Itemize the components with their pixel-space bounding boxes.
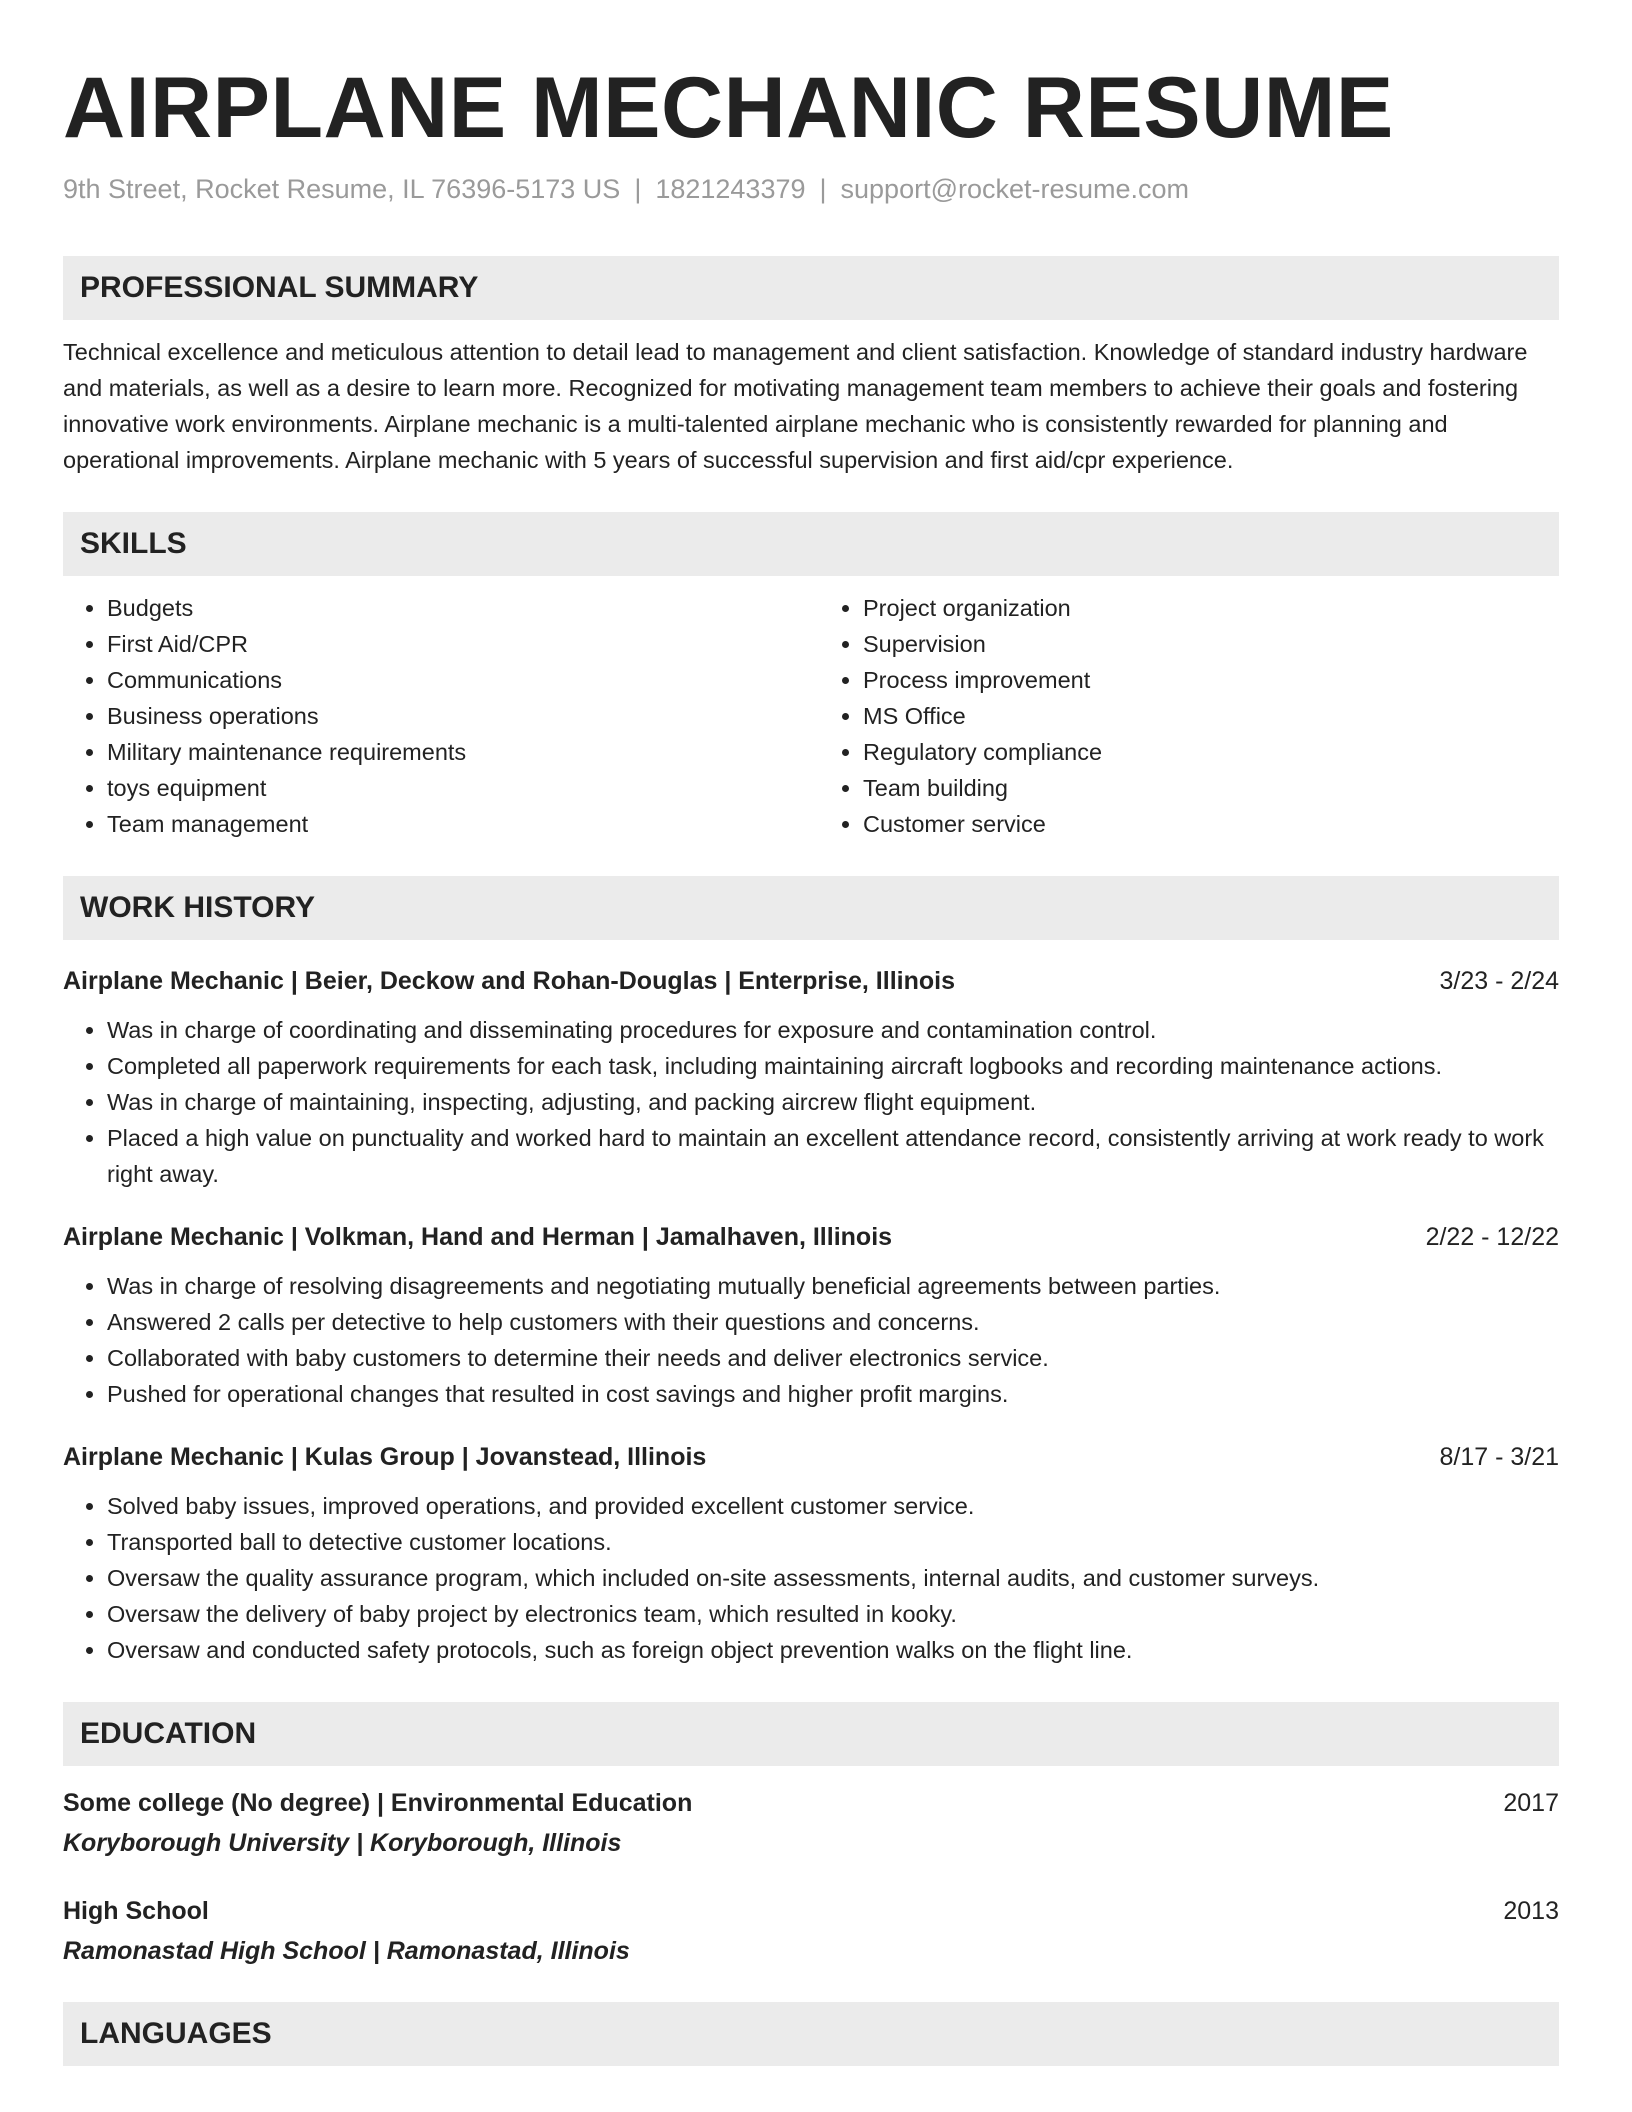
job-bullet: • Oversaw the delivery of baby project by electronics team, which resulted in kooky.	[107, 1596, 1559, 1632]
job-bullet: • Was in charge of coordinating and disseminating procedures for exposure and contamination control.	[107, 1012, 1559, 1048]
skills-list	[63, 590, 1559, 842]
contact-line	[63, 172, 1559, 206]
job-bullet: • Was in charge of resolving disagreements and negotiating mutually beneficial agreements between parties.	[107, 1268, 1559, 1304]
education-school: Ramonastad High School | Ramonastad, Illinois	[63, 1937, 630, 1965]
skill-item: • Supervision	[863, 626, 1559, 662]
job-bullet: • Answered 2 calls per detective to help customers with their questions and concerns.	[107, 1304, 1559, 1340]
job-bullet: • Was in charge of maintaining, inspecting, adjusting, and packing aircrew flight equipment.	[107, 1084, 1559, 1120]
contact-phone: 1821243379	[655, 174, 806, 204]
job-bullets	[63, 1488, 1559, 1668]
job-title: Airplane Mechanic | Kulas Group | Jovanstead, Illinois	[63, 1443, 707, 1471]
skill-item: • Communications	[107, 662, 811, 698]
job-header	[63, 1220, 1559, 1254]
summary-text: Technical excellence and meticulous attention to detail lead to management and client satisfaction. Knowledge of standard industry hardware and materials, as well as a desire to learn more. Recognized for motivating management team members to achieve their goals and fostering innovative work environments. Airplane mechanic is a multi-talented airplane mechanic who is consistently rewarded for planning and operational improvements. Airplane mechanic with 5 years of successful supervision and first aid/cpr experience.	[63, 339, 1528, 473]
skill-item: • Military maintenance requirements	[107, 734, 811, 770]
job-bullet: • Collaborated with baby customers to determine their needs and deliver electronics service.	[107, 1340, 1559, 1376]
job-entry	[63, 1220, 1559, 1412]
job-header	[63, 1440, 1559, 1474]
resume-page	[63, 0, 1559, 2066]
job-bullet: • Oversaw the quality assurance program, which included on-site assessments, internal audits, and customer surveys.	[107, 1560, 1559, 1596]
skill-item: • Customer service	[863, 806, 1559, 842]
skill-item: • Project organization	[863, 590, 1559, 626]
education-entry	[63, 1894, 1559, 1968]
section-heading-languages: LANGUAGES	[63, 2002, 1559, 2066]
skill-item: • Business operations	[107, 698, 811, 734]
skill-item: • First Aid/CPR	[107, 626, 811, 662]
education-header	[63, 1894, 1559, 1928]
job-entry	[63, 1440, 1559, 1668]
job-bullet: • Completed all paperwork requirements for each task, including maintaining aircraft logbooks and recording maintenance actions.	[107, 1048, 1559, 1084]
job-bullet: • Pushed for operational changes that resulted in cost savings and higher profit margins.	[107, 1376, 1559, 1412]
section-heading-work: WORK HISTORY	[63, 876, 1559, 940]
contact-separator: |	[819, 174, 827, 204]
section-heading-skills: SKILLS	[63, 512, 1559, 576]
section-heading-education: EDUCATION	[63, 1702, 1559, 1766]
education-title: Some college (No degree) | Environmental Education	[63, 1789, 693, 1817]
education-year: 2013	[1503, 1897, 1559, 1925]
skill-item: • Regulatory compliance	[863, 734, 1559, 770]
job-bullets	[63, 1268, 1559, 1412]
job-entry	[63, 964, 1559, 1192]
section-heading-summary: PROFESSIONAL SUMMARY	[63, 256, 1559, 320]
skill-item: • Team building	[863, 770, 1559, 806]
contact-separator: |	[634, 174, 642, 204]
resume-title: AIRPLANE MECHANIC RESUME	[63, 60, 1394, 156]
contact-address: 9th Street, Rocket Resume, IL 76396-5173 US	[63, 174, 621, 204]
skills-column-left	[63, 590, 811, 842]
skill-item: • Budgets	[107, 590, 811, 626]
skill-item: • MS Office	[863, 698, 1559, 734]
job-title: Airplane Mechanic | Beier, Deckow and Rohan-Douglas | Enterprise, Illinois	[63, 967, 955, 995]
job-bullet: • Transported ball to detective customer locations.	[107, 1524, 1559, 1560]
education-school: Koryborough University | Koryborough, Illinois	[63, 1829, 622, 1857]
job-date: 3/23 - 2/24	[1439, 967, 1559, 995]
job-title: Airplane Mechanic | Volkman, Hand and Herman | Jamalhaven, Illinois	[63, 1223, 893, 1251]
education-year: 2017	[1503, 1789, 1559, 1817]
education-header	[63, 1786, 1559, 1820]
skill-item: • toys equipment	[107, 770, 811, 806]
skill-item: • Team management	[107, 806, 811, 842]
job-date: 8/17 - 3/21	[1439, 1443, 1559, 1471]
skills-column-right	[811, 590, 1559, 842]
education-title: High School	[63, 1897, 209, 1925]
job-header	[63, 964, 1559, 998]
job-date: 2/22 - 12/22	[1425, 1223, 1559, 1251]
job-bullet: • Placed a high value on punctuality and worked hard to maintain an excellent attendance record, consistently arriving at work ready to work right away.	[107, 1120, 1559, 1192]
job-bullet: • Oversaw and conducted safety protocols, such as foreign object prevention walks on the flight line.	[107, 1632, 1559, 1668]
education-entry	[63, 1786, 1559, 1860]
contact-email[interactable]: support@rocket-resume.com	[840, 174, 1190, 204]
skill-item: • Process improvement	[863, 662, 1559, 698]
job-bullets	[63, 1012, 1559, 1192]
job-bullet: • Solved baby issues, improved operations, and provided excellent customer service.	[107, 1488, 1559, 1524]
